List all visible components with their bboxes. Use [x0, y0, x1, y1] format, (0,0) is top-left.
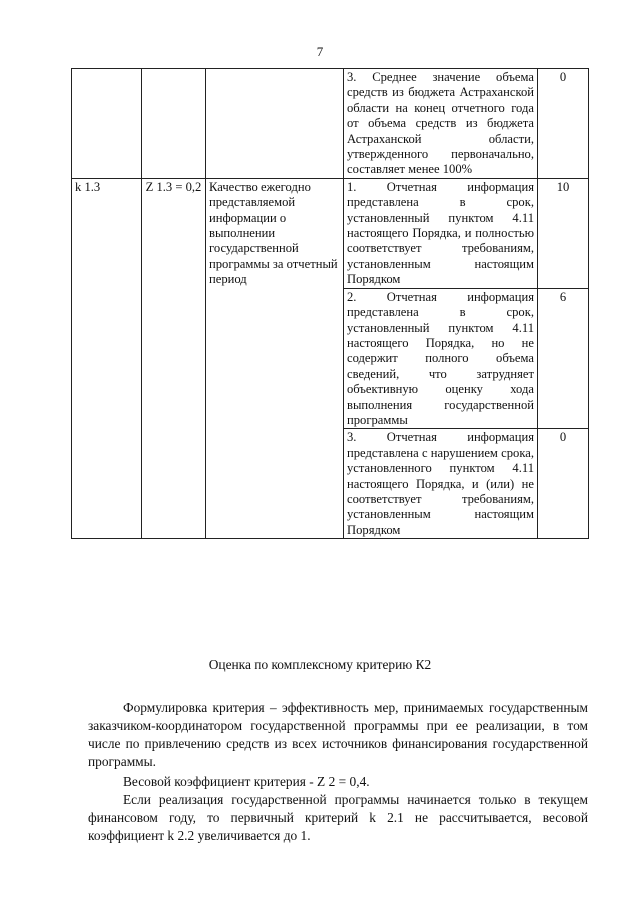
- page-number: 7: [316, 44, 324, 59]
- table-cell-code: [72, 69, 142, 179]
- table-cell-condition: 3. Отчетная информация представлена с нарушением срока, установленного пунктом 4.11 настоящего Порядка, и (или) не соответствует требованиям, установленным настоящим Порядком: [344, 429, 538, 539]
- weight-coefficient-paragraph: Весовой коэффициент критерия - Z 2 = 0,4.: [123, 774, 370, 790]
- table-cell-score: 10: [538, 178, 589, 288]
- table-cell-score: 6: [538, 288, 589, 429]
- table-cell-weight: Z 1.3 = 0,2: [142, 178, 206, 538]
- table-row: [72, 69, 589, 179]
- table-row: [72, 178, 589, 288]
- table-cell-weight: [142, 69, 206, 179]
- table-cell-name: Качество ежегодно представляемой информации о выполнении государственной программы за отчетный период: [206, 178, 344, 538]
- section-title: Оценка по комплексному критерию К2: [208, 657, 432, 672]
- table-cell-score: 0: [538, 429, 589, 539]
- condition-paragraph: Если реализация государственной программы начинается только в текущем финансовом году, то первичный критерий k 2.1 не рассчитывается, весовой коэффициент k 2.2 увеличивается до 1.: [88, 792, 588, 844]
- table-cell-code: k 1.3: [72, 178, 142, 538]
- table-cell-score: 0: [538, 69, 589, 179]
- criteria-table: [71, 68, 589, 539]
- criterion-description-paragraph: Формулировка критерия – эффективность мер, принимаемых государственным заказчиком-координатором государственной программы при ее реализации, в том числе по привлечению средств из всех источников финансирования государственной программы.: [88, 700, 588, 770]
- table-cell-condition: 3. Среднее значение объема средств из бюджета Астраханской области на конец отчетного года от объема средств из бюджета Астраханской области, утвержденного первоначально, составляет менее 100%: [344, 69, 538, 179]
- table-cell-condition: 1. Отчетная информация представлена в срок, установленный пунктом 4.11 настоящего Порядка, и полностью соответствует требованиям, установленным настоящим Порядком: [344, 178, 538, 288]
- table-cell-condition: 2. Отчетная информация представлена в срок, установленный пунктом 4.11 настоящего Порядка, но не содержит полного объема сведений, что затрудняет объективную оценку хода выполнения государственной программы: [344, 288, 538, 429]
- table-cell-name: [206, 69, 344, 179]
